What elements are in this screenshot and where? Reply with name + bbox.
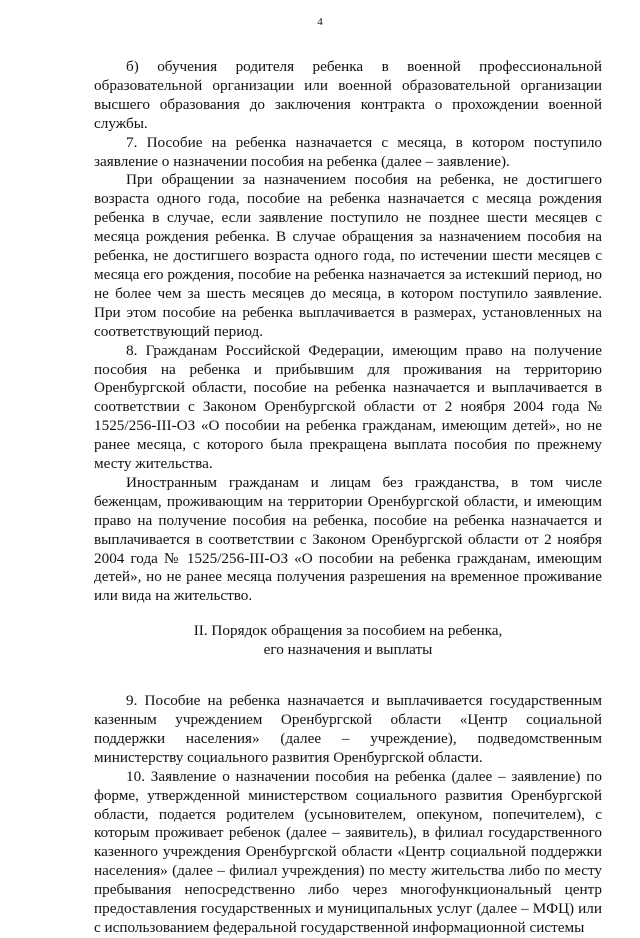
paragraph-8: 8. Гражданам Российской Федерации, имеющим право на получение пособия на ребенка и прибывшим для проживания на территорию Оренбургской области, пособие на ребенка назначается и выплачивается в соответствии с Законом Оренбургской области от 2 ноября 2004 года № 1525/256-III-ОЗ «О пособии на ребенка гражданам, имеющим детей», но не ранее месяца, с которого была прекращена выплата пособия по прежнему месту жительства. — [94, 341, 602, 473]
page-number: 4 — [317, 16, 323, 28]
paragraph-8-foreigners: Иностранным гражданам и лицам без гражданства, в том числе беженцам, проживающим на территории Оренбургской области, и имеющим право на получение пособия на ребенка, пособие на ребенка назначается и выплачивается в соответствии с Законом Оренбургской области от 2 ноября 2004 года № 1525/256-III-ОЗ «О пособии на ребенка гражданам, имеющим детей», но не ранее месяца получения разрешения на временное проживание или вида на жительство. — [94, 473, 602, 605]
document-body — [94, 58, 602, 938]
section-heading — [94, 622, 602, 660]
paragraph-7-continued: При обращении за назначением пособия на ребенка, не достигшего возраста одного года, пособие на ребенка назначается с месяца рождения ребенка в случае, если заявление поступило не позднее шести месяцев с месяца рождения ребенка. В случае обращения за назначением пособия на ребенка, не достигшего возраста одного года, по истечении шести месяцев с месяца его рождения, пособие на ребенка назначается за истекший период, но не более чем за шесть месяцев до месяца, в котором поступило заявление. При этом пособие на ребенка выплачивается в размерах, установленных на соответствующий период. — [94, 171, 602, 340]
paragraph-9: 9. Пособие на ребенка назначается и выплачивается государственным казенным учреждением Оренбургской области «Центр социальной поддержки населения» (далее – учреждение), подведомственным министерству социального развития Оренбургской области. — [94, 692, 602, 766]
paragraph-6b: б) обучения родителя ребенка в военной профессиональной образовательной организации или военной образовательной организации высшего образования до заключения контракта о прохождении военной службы. — [94, 58, 602, 132]
section-heading-line2: его назначения и выплаты — [263, 641, 433, 659]
paragraph-10: 10. Заявление о назначении пособия на ребенка (далее – заявление) по форме, утвержденной министерством социального развития Оренбургской области, подается родителем (усыновителем, опекуном, попечителем), с которым проживает ребенок (далее – заявитель), в филиал государственного казенного учреждения Оренбургской области «Центр социальной поддержки населения» (далее – филиал учреждения) по месту жительства либо по месту пребывания непосредственно либо через многофункциональный центр предоставления государственных и муниципальных услуг (далее – МФЦ) или с использованием федеральной государственной информационной системы — [94, 767, 602, 936]
section-heading-line1: II. Порядок обращения за пособием на ребенка, — [193, 622, 503, 640]
paragraph-7: 7. Пособие на ребенка назначается с месяца, в котором поступило заявление о назначении пособия на ребенка (далее – заявление). — [94, 133, 602, 170]
